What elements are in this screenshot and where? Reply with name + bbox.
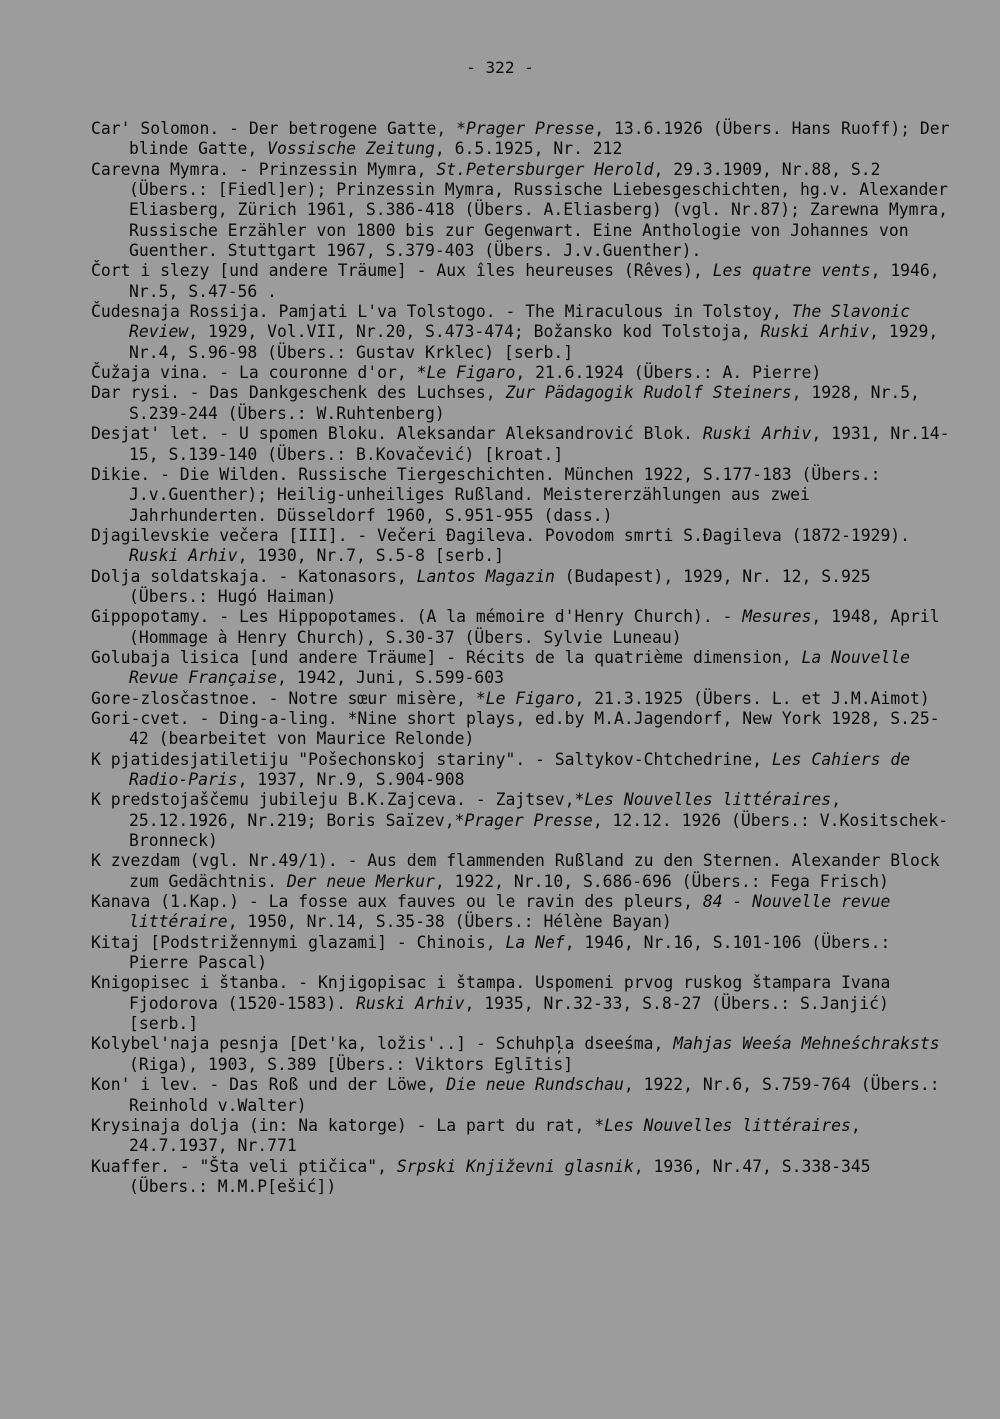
publication-title: Die neue Rundschau [446, 1075, 624, 1095]
publication-title: Les Nouvelles littéraires [604, 1115, 851, 1135]
publication-title: Lantos Magazin [416, 566, 555, 586]
publication-title: The Slavonic Review [129, 302, 911, 342]
bibliography-entry-golubaja-lisica [91, 648, 951, 689]
bibliography-entry-k-pjatidesjatiletiju [91, 750, 951, 791]
bibliography-entry-kitaj [91, 933, 951, 974]
entry-text: , 21.3.1925 (Übers. L. et J.M.Aimot) [574, 688, 930, 708]
publication-title: Mahjas Weeśa Mehneśchraksts [673, 1034, 940, 1054]
entry-text: , 1929, Vol.VII, Nr.20, S.473-474; Božansko kod Tolstoja, [188, 322, 761, 342]
entry-text: Kitaj [Podstrižennymi glazami] - Chinois, [91, 932, 506, 952]
entry-text: , 1922, Nr.10, S.686-696 (Übers.: Fega Frisch) [434, 871, 889, 891]
bibliography-entry-knigopisec [91, 973, 951, 1034]
publication-title: 84 - Nouvelle revue littéraire [129, 892, 891, 932]
entry-text: Gippopotamy. - Les Hippopotames. (A la mémoire d'Henry Church). - [91, 607, 743, 627]
publication-title: Ruski Arhiv [760, 322, 870, 342]
publication-title: Les Cahiers de Radio-Paris [129, 749, 911, 789]
entry-text: , 12.12. 1926 (Übers.: V.Kositschek-Bronneck) [129, 810, 949, 851]
entry-text: Gore-zlosčastnoe. - Notre sœur misère, * [91, 688, 486, 708]
entry-text: Kanava (1.Kap.) - La fosse aux fauves ou le ravin des pleurs, [91, 892, 703, 912]
publication-title: Mesures [742, 607, 812, 627]
entry-text: (Budapest), 1929, Nr. 12, S.925 (Übers.: Hugó Haiman) [129, 566, 871, 606]
entry-text: , 1922, Nr.6, S.759-764 (Übers.: Reinhold v.Walter) [129, 1075, 940, 1115]
entry-text: , 1929, Nr.4, S.96-98 (Übers.: Gustav Krklec) [serb.] [129, 322, 939, 362]
entry-text: Knigopisec i štanba. - Knjigopisac i štampa. Uspomeni prvog ruskog štampara Ivana Fjodorova (1520-1583). [91, 973, 891, 1013]
bibliography-entry-cort-i-slezy [91, 261, 951, 302]
publication-title: Le Figaro [485, 688, 575, 708]
bibliography-entry-carevna-mymra [91, 160, 951, 262]
entry-text: Dar rysi. - Das Dankgeschenk des Luchses, [91, 383, 506, 403]
publication-title: Vossische Zeitung [267, 139, 435, 159]
publication-title: Prager Presse [465, 119, 595, 138]
bibliography-entry-kon-i-lev [91, 1075, 951, 1116]
bibliography-entry-cuzaja-vina [91, 363, 951, 383]
entry-text: , 1936, Nr.47, S.338-345 (Übers.: M.M.P[ešić]) [129, 1156, 871, 1196]
entry-text: Desjat' let. - U spomen Bloku. Aleksandar Aleksandrović Blok. [91, 424, 703, 444]
publication-title: Prager Presse [464, 810, 593, 830]
bibliography-entry-krysinaja-dolja [91, 1116, 951, 1157]
entry-text: Čudesnaja Rossija. Pamjati L'va Tolstogo. - The Miraculous in Tolstoy, [91, 302, 792, 322]
entry-text: K predstojaščemu jubileju B.K.Zajceva. - Zajtsev,* [91, 790, 585, 810]
entry-text: Car' Solomon. - Der betrogene Gatte, * [91, 119, 466, 138]
entry-text: , 24.7.1937, Nr.771 [129, 1115, 861, 1156]
entry-text: , 1931, Nr.14-15, S.139-140 (Übers.: B.Kovačević) [kroat.] [129, 424, 950, 464]
entry-text: Dikie. - Die Wilden. Russische Tiergeschichten. München 1922, S.177-183 (Übers.: J.v.Guenther); Heilig-unheiliges Rußland. Meistererzählungen aus zwei Jahrhunderten. Düsseldorf 1960, S.951-955 (dass.) [91, 464, 881, 525]
page-number: - 322 - [466, 58, 534, 77]
entry-text: , 13.6.1926 (Übers. Hans Ruoff); Der blinde Gatte, [129, 119, 950, 159]
bibliography-entry-gori-cvet [91, 709, 951, 750]
bibliography-entry-kolybelnaja [91, 1034, 951, 1075]
publication-title: Les quatre vents [712, 261, 871, 281]
entry-text: , 1948, April (Hommage à Henry Church), S.30-37 (Übers. Sylvie Luneau) [129, 607, 940, 647]
entry-text: Kon' i lev. - Das Roß und der Löwe, [91, 1075, 447, 1095]
entry-text: , 1942, Juni, S.599-603 [277, 668, 504, 688]
bibliography-entry-cudesnaja-rossija [91, 302, 951, 363]
bibliography-entry-dar-rysi [91, 383, 951, 424]
publication-title: Zur Pädagogik Rudolf Steiners [505, 383, 792, 403]
publication-title: Le Figaro [426, 363, 516, 383]
entry-text: Čužaja vina. - La couronne d'or, * [91, 363, 427, 383]
publication-title: Der neue Merkur [286, 871, 435, 891]
bibliography-list [91, 119, 951, 1197]
entry-text: Carevna Mymra. - Prinzessin Mymra, [91, 159, 437, 179]
bibliography-entry-djagilevskie-vecera [91, 526, 951, 567]
bibliography-entry-car-solomon [91, 119, 951, 160]
bibliography-entry-k-predstojascemu [91, 790, 951, 851]
publication-title: Ruski Arhiv [129, 546, 238, 566]
entry-text: , 1950, Nr.14, S.35-38 (Übers.: Hélène Bayan) [227, 912, 672, 932]
entry-text: Kuaffer. - "Šta veli ptičica", [91, 1156, 397, 1176]
entry-text: K zvezdam (vgl. Nr.49/1). - Aus dem flammenden Rußland zu den Sternen. Alexander Block zum Gedächtnis. [91, 851, 940, 891]
bibliography-entry-k-zvezdam [91, 851, 951, 892]
entry-text: , 1935, Nr.32-33, S.8-27 (Übers.: S.Janjić) [serb.] [129, 993, 889, 1034]
bibliography-entry-desjat-let [91, 424, 951, 465]
publication-title: Srpski Književni glasnik [396, 1156, 634, 1176]
entry-text: , 1937, Nr.9, S.904-908 [237, 770, 465, 789]
bibliography-entry-kanava [91, 892, 951, 933]
entry-text: , 1946, Nr.5, S.47-56 . [129, 261, 940, 301]
bibliography-entry-gore-zloscastnoe [91, 689, 951, 709]
bibliography-entry-gippopotamy [91, 607, 951, 648]
publication-title: St.Petersburger Herold [436, 159, 654, 179]
publication-title: Ruski Arhiv [355, 993, 465, 1013]
entry-text: Krysinaja dolja (in: Na katorge) - La part du rat, * [91, 1115, 605, 1135]
entry-text: Golubaja lisica [und andere Träume] - Récits de la quatrième dimension, [91, 647, 802, 667]
entry-text: , 1928, Nr.5, S.239-244 (Übers.: W.Ruhtenberg) [129, 383, 920, 423]
entry-text: , 1930, Nr.7, S.5-8 [serb.] [237, 546, 504, 566]
publication-title: Les Nouvelles littéraires [584, 790, 832, 810]
entry-text: Gori-cvet. - Ding-a-ling. *Nine short plays, ed.by M.A.Jagendorf, New York 1928, S.25-42 (bearbeitet von Maurice Relonde) [91, 708, 940, 749]
bibliography-entry-dolja-soldatskaja [91, 567, 951, 608]
entry-text: Djagilevskie večera [III]. - Večeri Đagileva. Povodom smrti S.Đagileva (1872-1929). [91, 525, 911, 545]
entry-text: Dolja soldatskaja. - Katonasors, [91, 566, 417, 586]
publication-title: La Nouvelle Revue Française [129, 647, 911, 688]
entry-text: , 21.6.1924 (Übers.: A. Pierre) [515, 363, 822, 383]
entry-text: K pjatidesjatiletiju "Pošechonskoj stariny". - Saltykov-Chtchedrine, [91, 749, 772, 769]
bibliography-entry-dikie [91, 465, 951, 526]
entry-text: (Riga), 1903, S.389 [Übers.: Viktors Eglītis] [129, 1054, 574, 1074]
bibliography-entry-kuaffer [91, 1157, 951, 1198]
entry-text: , 6.5.1925, Nr. 212 [434, 139, 623, 159]
publication-title: La Nef [505, 932, 565, 952]
entry-text: Kolybel'naja pesnja [Det'ka, ložis'..] - Schuhpļa dseeśma, [91, 1034, 674, 1054]
publication-title: Ruski Arhiv [702, 424, 812, 444]
entry-text: , 1946, Nr.16, S.101-106 (Übers.: Pierre Pascal) [129, 932, 891, 973]
entry-text: Čort i slezy [und andere Träume] - Aux îles heureuses (Rêves), [91, 261, 713, 281]
entry-text: , 25.12.1926, Nr.219; Boris Saïzev,* [129, 790, 841, 830]
entry-text: , 29.3.1909, Nr.88, S.2 (Übers.: [Fiedl]er); Prinzessin Mymra, Russische Liebesgeschichten, hg.v. Alexander Eliasberg, Zürich 1961, S.386-418 (Übers. A.Eliasberg) (vgl. Nr.87); Zarewna Mymra, Russische Erzähler von 1800 bis zur Gegenwart. Eine Anthologie von Johannes von Guenther. Stuttgart 1967, S.379-403 (Übers. J.v.Guenther). [129, 159, 949, 261]
